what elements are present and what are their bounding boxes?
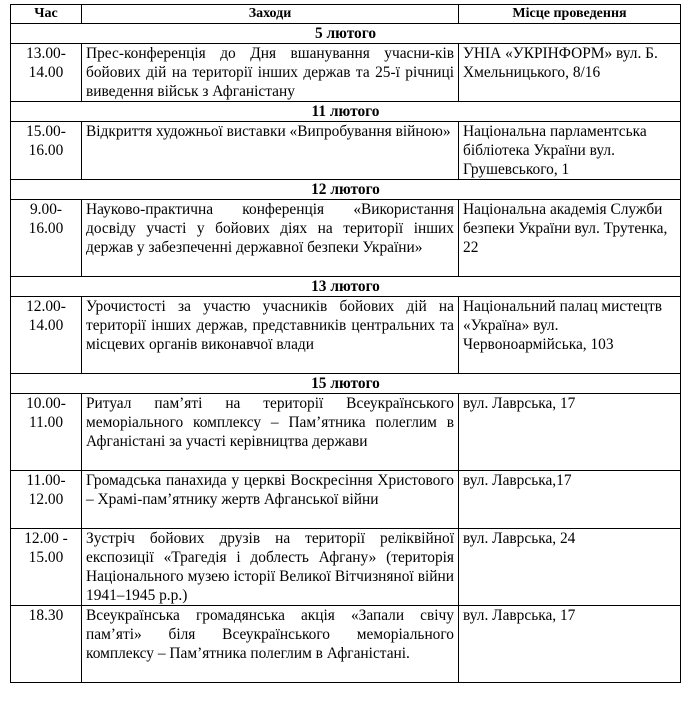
event-time: 13.00-14.00 <box>11 44 82 102</box>
date-label: 13 лютого <box>11 277 681 297</box>
event-place: Національний палац мистецтв «Україна» вул. Червоноармійська, 103 <box>459 297 681 374</box>
date-row <box>11 24 681 44</box>
event-time: 9.00-16.00 <box>11 200 82 277</box>
event-time: 11.00-12.00 <box>11 471 82 529</box>
table-row <box>11 471 681 529</box>
date-label: 11 лютого <box>11 102 681 122</box>
event-description: Урочистості за участю учасників бойових дій на території інших держав, представників центральних та місцевих органів виконавчої влади <box>82 297 459 374</box>
events-schedule-table <box>10 4 681 683</box>
event-time: 18.30 <box>11 606 82 683</box>
event-description: Науково-практична конференція «Використання досвіду участі у бойових діях на території інших держав у забезпеченні державної безпеки України» <box>82 200 459 277</box>
event-description: Прес-конференція до Дня вшанування учасни-ків бойових дій на території інших держав та 25-ї річниці виведення військ з Афганістану <box>82 44 459 102</box>
event-place: Національна парламентська бібліотека України вул. Грушевського, 1 <box>459 122 681 180</box>
header-event: Заходи <box>82 5 459 24</box>
header-place: Місце проведення <box>459 5 681 24</box>
header-row <box>11 5 681 24</box>
event-time: 10.00-11.00 <box>11 394 82 471</box>
event-description: Всеукраїнська громадянська акція «Запали свічу пам’яті» біля Всеукраїнського меморіального комплексу – Пам’ятника полеглим в Афганістані. <box>82 606 459 683</box>
date-label: 5 лютого <box>11 24 681 44</box>
table-row <box>11 529 681 606</box>
header-time: Час <box>11 5 82 24</box>
table-row <box>11 44 681 102</box>
event-description: Зустріч бойових друзів на території реліквійної експозиції «Трагедія і доблесть Афгану» (територія Національного музею історії Великої Вітчизняної війни 1941–1945 р.р.) <box>82 529 459 606</box>
date-label: 12 лютого <box>11 180 681 200</box>
table-row <box>11 297 681 374</box>
event-time: 12.00 - 15.00 <box>11 529 82 606</box>
event-description: Відкриття художньої виставки «Випробування війною» <box>82 122 459 180</box>
date-row <box>11 277 681 297</box>
event-place: вул. Лаврська, 24 <box>459 529 681 606</box>
event-place: Національна академія Служби безпеки України вул. Трутенка, 22 <box>459 200 681 277</box>
event-description: Ритуал пам’яті на території Всеукраїнського меморіального комплексу – Пам’ятника полеглим в Афганістані за участі керівництва держави <box>82 394 459 471</box>
table-row <box>11 606 681 683</box>
event-description: Громадська панахида у церкві Воскресіння Христового – Храмі-пам’ятнику жертв Афганської війни <box>82 471 459 529</box>
event-place: вул. Лаврська,17 <box>459 471 681 529</box>
date-row <box>11 102 681 122</box>
event-place: УНІА «УКРІНФОРМ» вул. Б. Хмельницького, 8/16 <box>459 44 681 102</box>
date-row <box>11 374 681 394</box>
event-place: вул. Лаврська, 17 <box>459 394 681 471</box>
event-place: вул. Лаврська, 17 <box>459 606 681 683</box>
event-time: 12.00-14.00 <box>11 297 82 374</box>
date-label: 15 лютого <box>11 374 681 394</box>
table-row <box>11 122 681 180</box>
table-row <box>11 394 681 471</box>
event-time: 15.00-16.00 <box>11 122 82 180</box>
table-row <box>11 200 681 277</box>
date-row <box>11 180 681 200</box>
